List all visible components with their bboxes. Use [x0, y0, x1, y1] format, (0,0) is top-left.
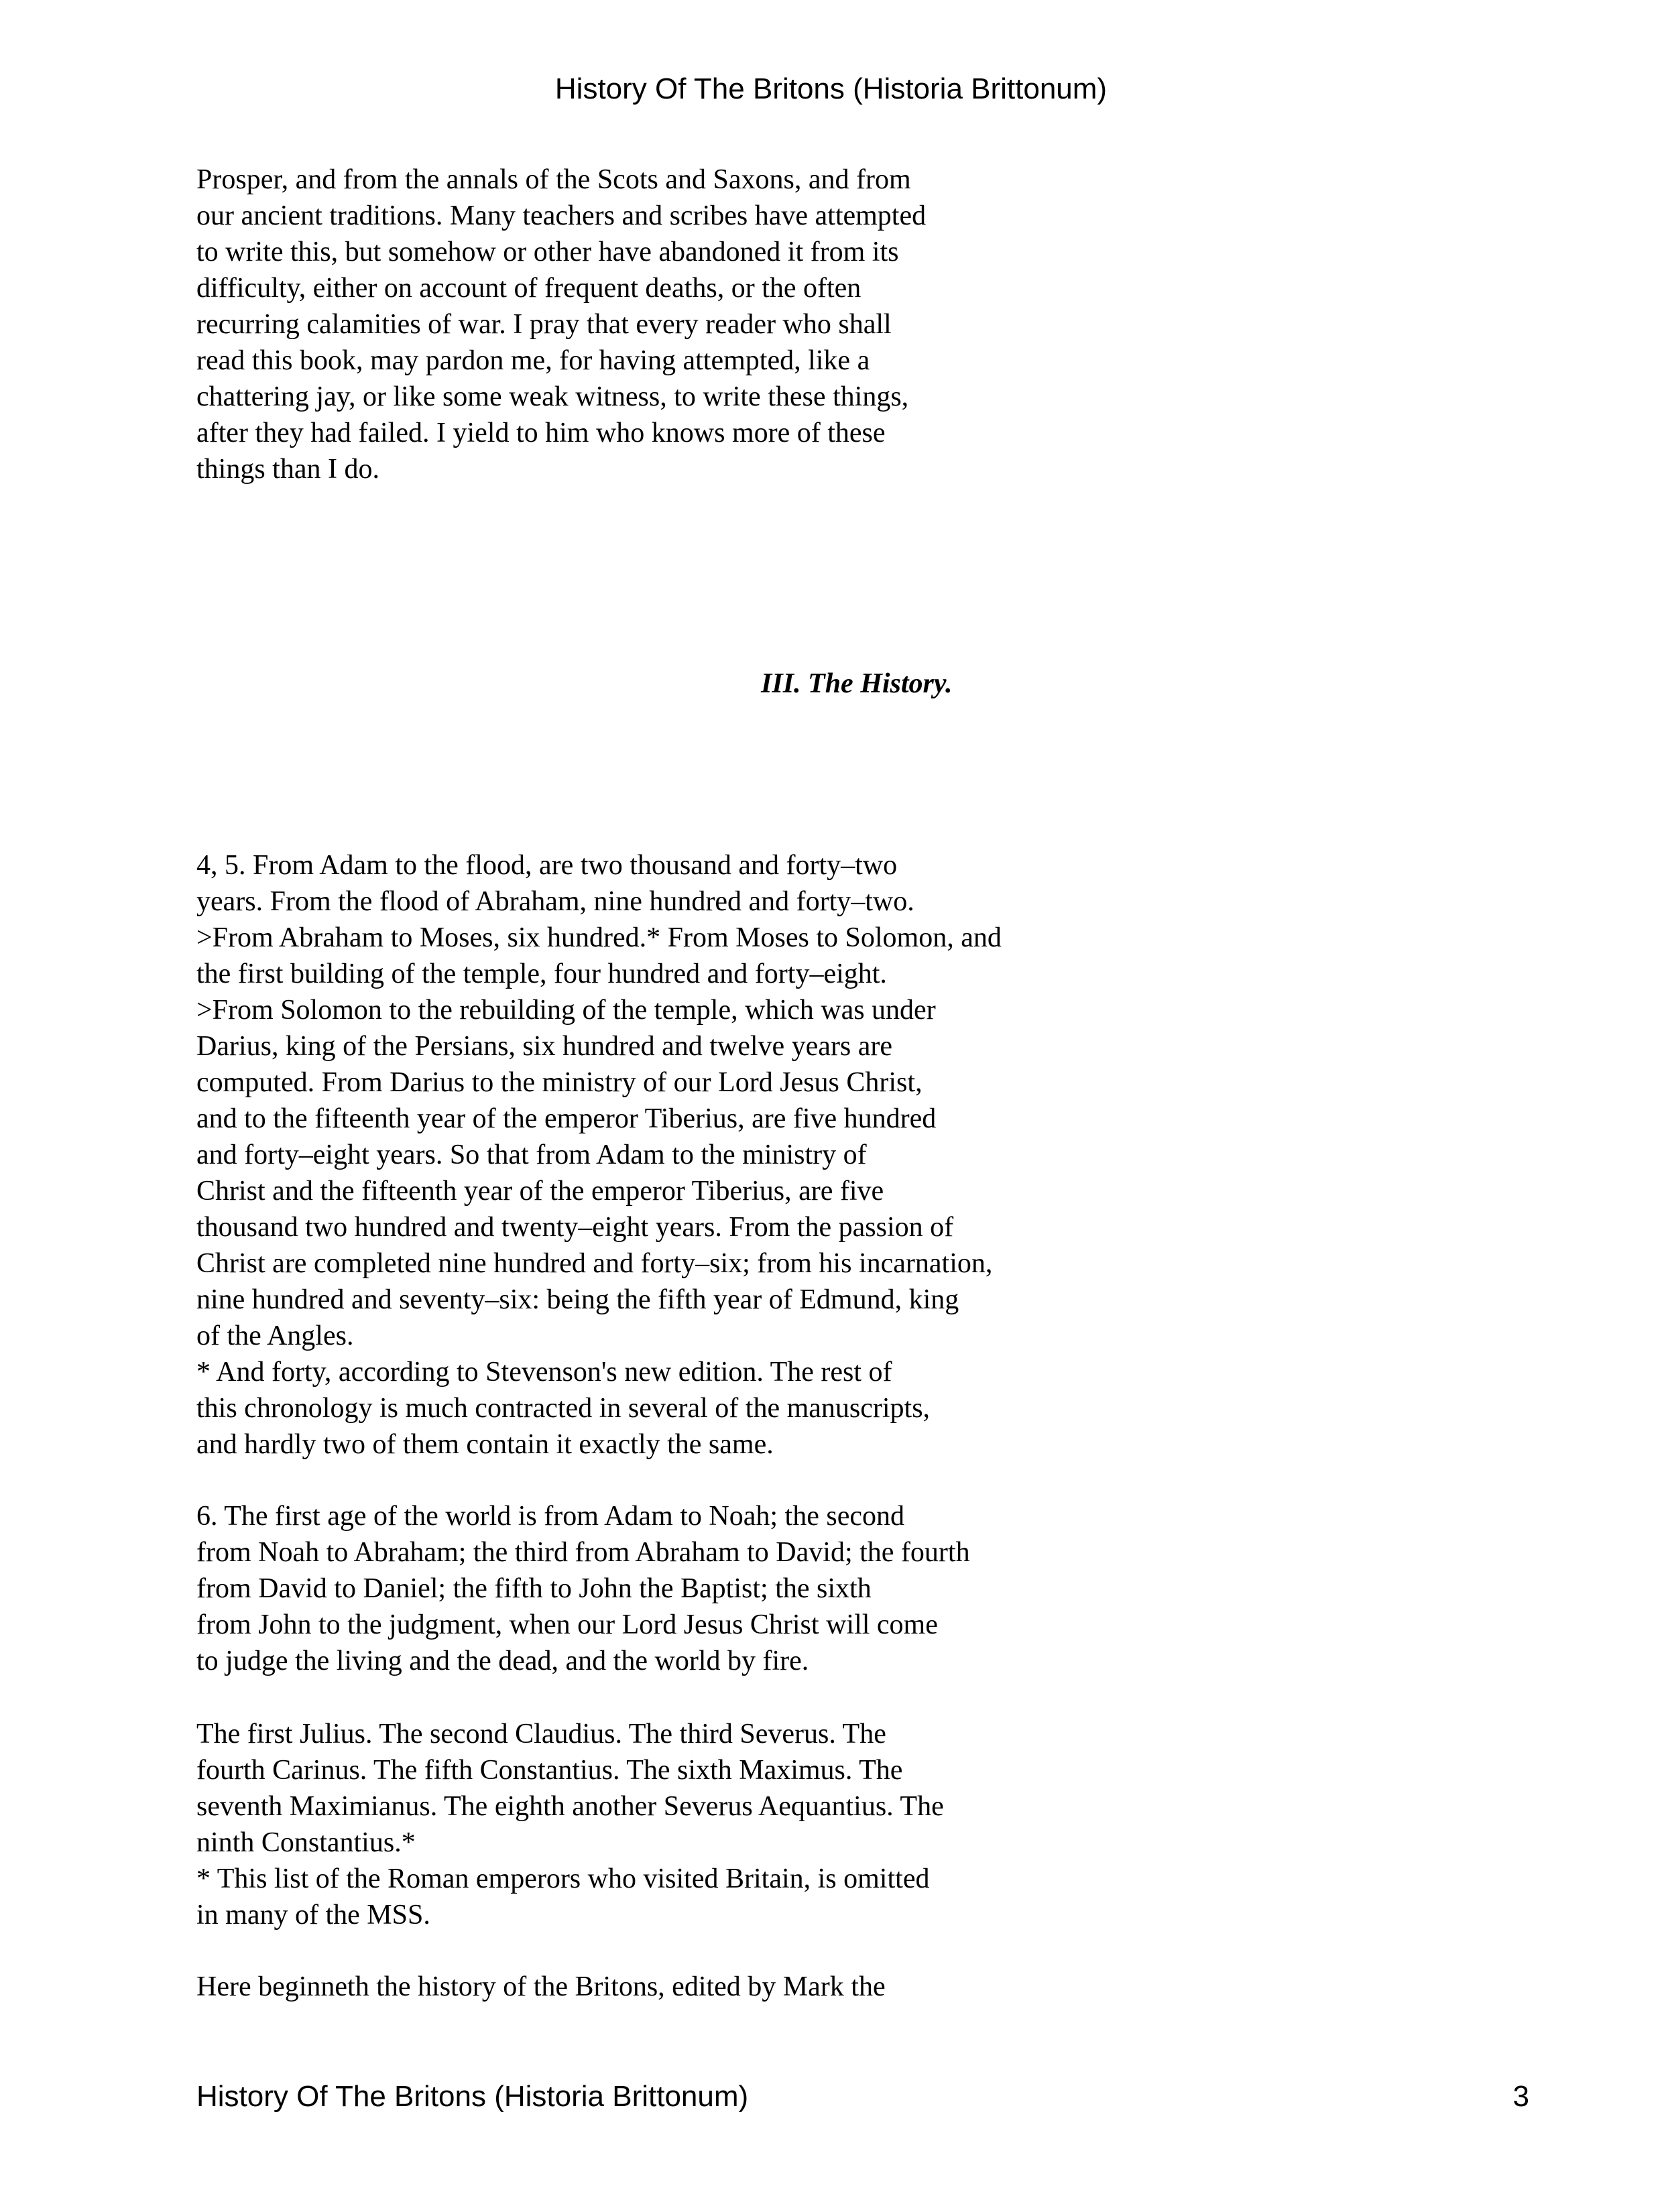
- paragraph-roman-emperors: The first Julius. The second Claudius. The third Severus. The fourth Carinus. The fifth Constantius. The sixth Maximus. The seventh Maximianus. The eighth another Severus Aequantius. The ninth Constantius.* * This list of the Roman emperors who visited Britain, is omitted in many of the MSS.: [196, 1719, 944, 1930]
- page-number: 3: [1512, 2080, 1529, 2113]
- section-heading: III. The History.: [761, 668, 953, 699]
- paragraph-history-begins: Here beginneth the history of the Britons, edited by Mark the: [196, 1971, 886, 2002]
- paragraph-preface-end: Prosper, and from the annals of the Scots and Saxons, and from our ancient traditions. Many teachers and scribes have attempted to write this, but somehow or other have abandoned it from its difficulty, either on account of frequent deaths, or the often recurring calamities of war. I pray that every reader who shall read this book, may pardon me, for having attempted, like a chattering jay, or like some weak witness, to write these things, after they had failed. I yield to him who knows more of these things than I do.: [196, 164, 927, 485]
- running-header: History Of The Britons (Historia Brittonum): [554, 72, 1108, 105]
- footer-title: History Of The Britons (Historia Brittonum): [196, 2080, 749, 2113]
- paragraph-chronology: 4, 5. From Adam to the flood, are two thousand and forty–two years. From the flood of Abraham, nine hundred and forty–two. >From Abraham to Moses, six hundred.* From Moses to Solomon, and the first building of the temple, four hundred and forty–eight. >From Solomon to the rebuilding of the temple, which was under Darius, king of the Persians, six hundred and twelve years are computed. From Darius to the ministry of our Lord Jesus Christ, and to the fifteenth year of the emperor Tiberius, are five hundred and forty–eight years. So that from Adam to the ministry of Christ and the fifteenth year of the emperor Tiberius, are five thousand two hundred and twenty–eight years. From the passion of Christ are completed nine hundred and forty–six; from his incarnation, nine hundred and seventy–six: being the fifth year of Edmund, king of the Angles. * And forty, according to Stevenson's new edition. The rest of this chronology is much contracted in several of the manuscripts, and hardly two of them contain it exactly the same.: [196, 850, 1002, 1460]
- paragraph-ages-of-world: 6. The first age of the world is from Adam to Noah; the second from Noah to Abraham; the third from Abraham to David; the fourth from David to Daniel; the fifth to John the Baptist; the sixth from John to the judgment, when our Lord Jesus Christ will come to judge the living and the dead, and the world by fire.: [196, 1501, 970, 1676]
